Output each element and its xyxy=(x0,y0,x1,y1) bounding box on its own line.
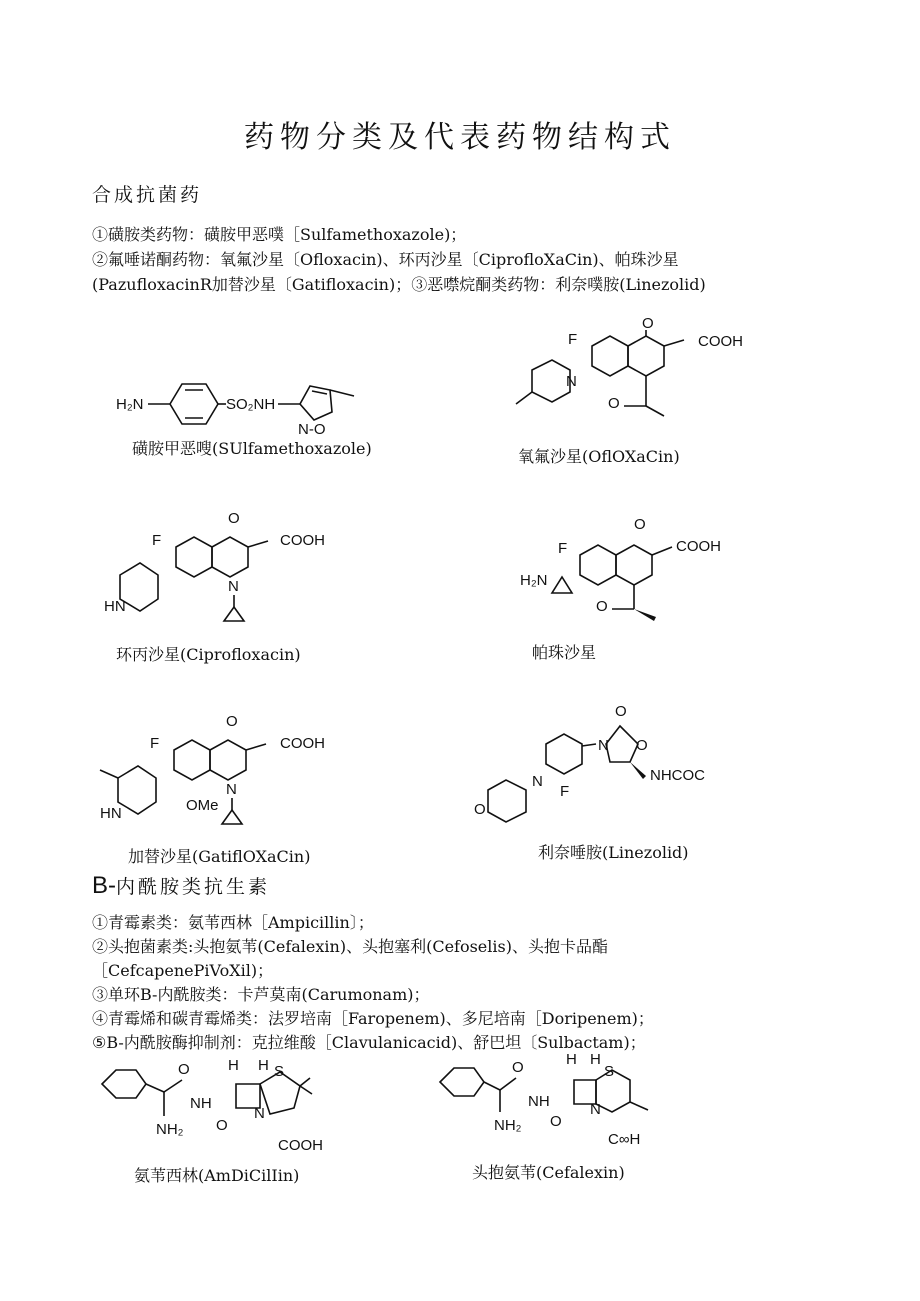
section-heading-beta-lactams xyxy=(92,872,270,900)
svg-text:NH₂: NH₂ xyxy=(156,1121,184,1138)
svg-text:H₂N: H₂N xyxy=(520,572,548,589)
caption-ciprofloxacin: 环丙沙星(Ciprofloxacin) xyxy=(116,645,301,664)
svg-text:COOH: COOH xyxy=(278,1137,323,1154)
svg-text:O: O xyxy=(608,395,620,412)
svg-text:H: H xyxy=(228,1057,239,1074)
caption-sulfamethoxazole: 磺胺甲恶嗖(SUlfamethoxazole) xyxy=(132,439,372,458)
ciprofloxacin-structure xyxy=(100,505,340,635)
svg-text:N: N xyxy=(532,773,543,790)
section-heading-antibacterials: 合成抗菌药 xyxy=(92,184,203,206)
svg-text:O: O xyxy=(642,315,654,332)
caption-ampicillin: 氨苇西林(AmDiCilIin) xyxy=(134,1166,300,1185)
svg-text:HN: HN xyxy=(100,805,122,822)
svg-text:SO₂NH: SO₂NH xyxy=(226,396,276,413)
text-line: (PazufloxacinR加替沙星〔Gatifloxacin)；③恶噤烷酮类药物：利奈噗胺(Linezolid) xyxy=(92,275,706,294)
svg-text:O: O xyxy=(216,1117,228,1134)
svg-text:O: O xyxy=(474,801,486,818)
svg-text:N: N xyxy=(228,578,239,595)
svg-text:NHCOC: NHCOC xyxy=(650,767,705,784)
heading-prefix: B- xyxy=(92,872,116,899)
svg-text:S: S xyxy=(274,1063,285,1080)
svg-text:F: F xyxy=(152,532,162,549)
svg-text:COOH: COOH xyxy=(698,333,743,350)
sulfamethoxazole-structure xyxy=(110,372,380,442)
svg-text:O: O xyxy=(228,510,240,527)
caption-cefalexin: 头抱氨苇(Cefalexin) xyxy=(472,1163,625,1182)
svg-text:F: F xyxy=(150,735,160,752)
svg-text:F: F xyxy=(568,331,578,348)
text-line: ②氟唾诺酮药物：氧氟沙星〔Ofloxacin)、环丙沙星〔CiprofloXaCin)、帕珠沙星 xyxy=(92,250,679,269)
svg-text:H: H xyxy=(566,1051,577,1068)
svg-text:COOH: COOH xyxy=(280,735,325,752)
svg-text:COOH: COOH xyxy=(676,538,721,555)
caption-linezolid: 利奈唾胺(Linezolid) xyxy=(538,843,689,862)
svg-text:N: N xyxy=(590,1101,601,1118)
pazufloxacin-structure xyxy=(518,513,748,633)
svg-text:NH₂: NH₂ xyxy=(494,1117,522,1134)
svg-text:O: O xyxy=(636,737,648,754)
caption-pazufloxacin: 帕珠沙星 xyxy=(532,643,597,662)
svg-text:OMe: OMe xyxy=(186,797,219,814)
svg-text:O: O xyxy=(178,1061,190,1078)
text-line: ［CefcapenePiVoXil)； xyxy=(92,961,274,980)
text-line: ④青霉烯和碳青霉烯类：法罗培南［Faropenem)、多尼培南［Doripenem)； xyxy=(92,1009,654,1028)
linezolid-structure xyxy=(470,700,740,830)
caption-gatifloxacin: 加替沙星(GatiflOXaCin) xyxy=(128,847,311,866)
text-line: ①青霉素类：氨苇西林［Ampicillin〕； xyxy=(92,913,374,932)
page-title: 药物分类及代表药物结构式 xyxy=(244,120,676,155)
svg-text:F: F xyxy=(560,783,570,800)
svg-text:N: N xyxy=(226,781,237,798)
svg-text:HN: HN xyxy=(104,598,126,615)
svg-text:NH: NH xyxy=(528,1093,550,1110)
svg-text:H: H xyxy=(590,1051,601,1068)
text-line: ①磺胺类药物：磺胺甲恶噗［Sulfamethoxazole)； xyxy=(92,225,467,244)
heading-text: 内酰胺类抗生素 xyxy=(116,876,271,898)
svg-text:O: O xyxy=(226,713,238,730)
svg-text:COOH: COOH xyxy=(280,532,325,549)
svg-text:F: F xyxy=(558,540,568,557)
svg-text:N: N xyxy=(254,1105,265,1122)
svg-text:N‑O: N‑O xyxy=(298,421,326,438)
svg-text:H: H xyxy=(258,1057,269,1074)
svg-text:O: O xyxy=(512,1059,524,1076)
svg-text:NH: NH xyxy=(190,1095,212,1112)
text-line: ⑤B-内酰胺酶抑制剂：克拉维酸［Clavulanicacid)、舒巴坦〔Sulbactam)； xyxy=(92,1033,646,1052)
svg-text:N: N xyxy=(598,737,609,754)
svg-text:C∞H: C∞H xyxy=(608,1131,641,1148)
ampicillin-structure xyxy=(98,1058,338,1158)
text-line: ②头抱菌素类:头抱氨苇(Cefalexin)、头抱塞利(Cefoselis)、头抱卡品酯 xyxy=(92,937,608,956)
caption-ofloxacin: 氧氟沙星(OflOXaCin) xyxy=(518,447,680,466)
svg-text:O: O xyxy=(634,516,646,533)
svg-text:N: N xyxy=(566,373,577,390)
svg-text:O: O xyxy=(550,1113,562,1130)
svg-text:O: O xyxy=(596,598,608,615)
svg-text:O: O xyxy=(615,703,627,720)
gatifloxacin-structure xyxy=(94,708,334,838)
ofloxacin-structure xyxy=(512,310,762,435)
svg-text:S: S xyxy=(604,1063,615,1080)
svg-text:H₂N: H₂N xyxy=(116,396,144,413)
cefalexin-structure xyxy=(432,1050,672,1160)
text-line: ③单环B-内酰胺类：卡芦莫南(Carumonam)； xyxy=(92,985,430,1004)
